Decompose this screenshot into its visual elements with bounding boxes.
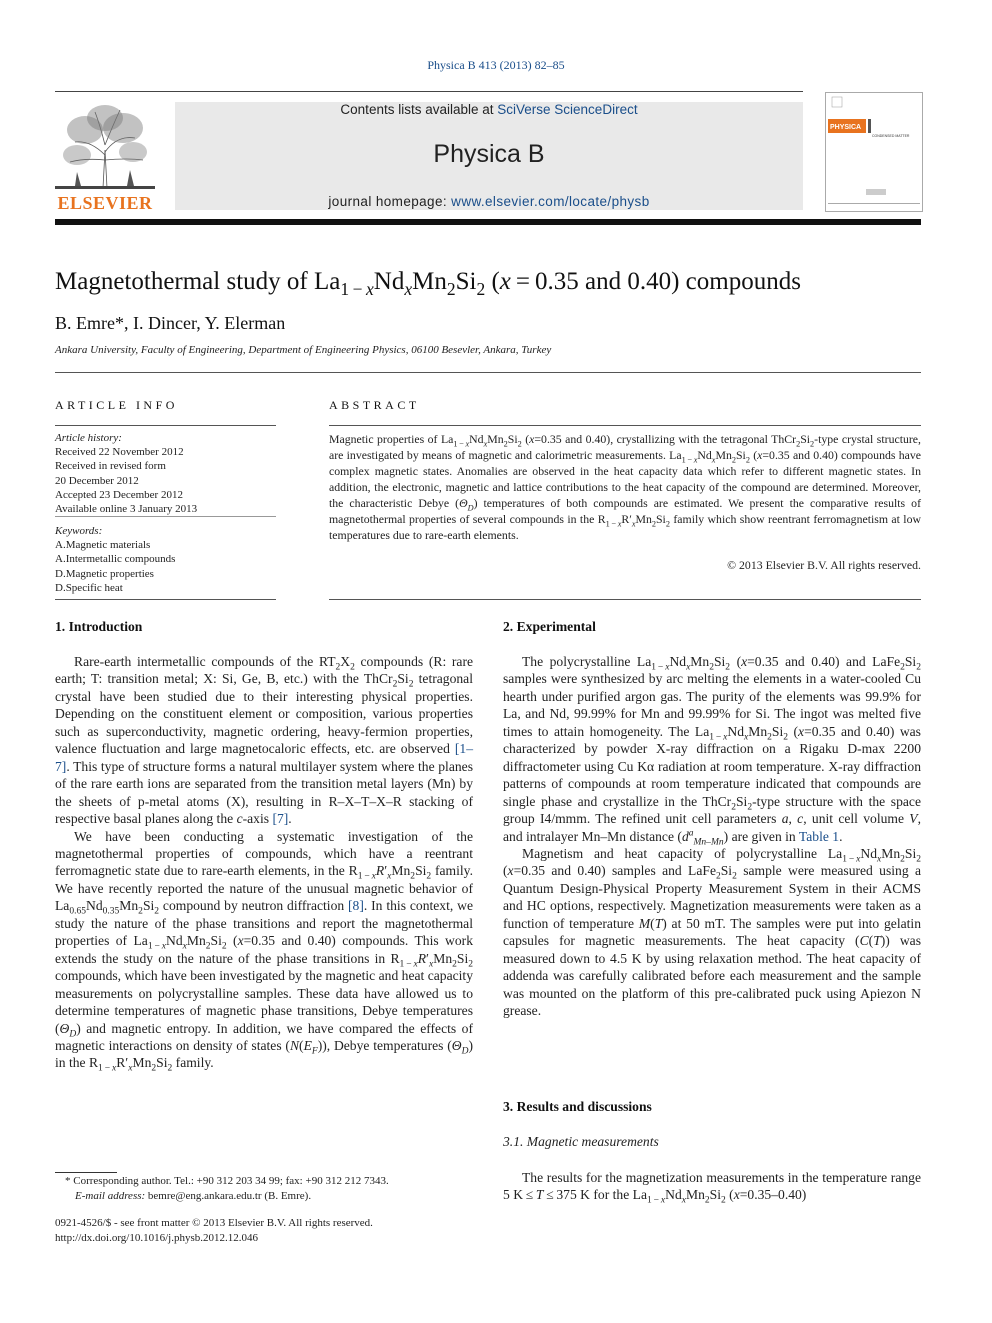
subsection-heading: 3.1. Magnetic measurements (503, 1134, 659, 1149)
results-paragraph-1: The results for the magnetization measurements in the temperature range 5 K ≤ T ≤ 375 K for the $La_{1 - x}Nd_xMn_2Si_2$ (x=0.35–0.40) (503, 1170, 921, 1207)
history-item: 20 December 2012 (55, 474, 139, 487)
author-list: B. Emre*, I. Dincer, Y. Elerman (55, 313, 286, 333)
article-title: Magnetothermal study of $La_{1 - x}Nd_xMn_2Si_2$ (x = 0.35 and 0.40) compounds (55, 268, 801, 299)
email-address[interactable]: bemre@eng.ankara.edu.tr (B. Emre). (145, 1189, 312, 1202)
table-link[interactable]: Table 1 (798, 828, 840, 844)
keyword: A.Magnetic materials (55, 539, 151, 552)
homepage-prefix: journal homepage: (328, 194, 452, 209)
header-top-rule (55, 91, 803, 92)
introduction-body (55, 653, 473, 1075)
cover-subtitle: CONDENSED MATTER (872, 134, 910, 138)
ref-link[interactable]: [7] (272, 811, 289, 827)
abstract-heading: ABSTRACT (329, 398, 420, 412)
keywords (55, 524, 276, 595)
article-info-rule-mid (55, 516, 276, 517)
introduction-heading: 1. Introduction (55, 619, 143, 634)
doi-link[interactable]: http://dx.doi.org/10.1016/j.physb.2012.12.046 (55, 1231, 259, 1244)
article-info-heading: ARTICLE INFO (55, 398, 178, 412)
experimental-heading: 2. Experimental (503, 619, 596, 634)
results-heading: 3. Results and discussions (503, 1099, 652, 1114)
keyword: A.Intermetallic compounds (55, 553, 176, 566)
elsevier-wordmark: ELSEVIER (57, 193, 153, 213)
email-note (55, 1189, 389, 1204)
issn-line: 0921-4526/$ - see front matter © 2013 Elsevier B.V. All rights reserved. (55, 1217, 373, 1229)
abstract-rule-top (329, 425, 921, 426)
exp-paragraph-1: The polycrystalline $La_{1 - x}Nd_xMn_2Si_2$ (x=0.35 and 0.40) and $LaFe_2Si_2$ samples were synthesized by arc melting the elements in a water-cooled Cu hearth under purified argon gas. The purity of the elements was 99.9% for La, and Nd, 99.99% for Mn and 99.99% for Si. The ingot was melted five times to attain homogeneity. The $La_{1 - x}Nd_xMn_2Si_2$ (x=0.35 and 0.40) was characterized by powder X-ray diffraction on a Rigaku D-max 2200 diffractometer using Cu Kα radiation at room temperature. X-ray diffraction patterns of compounds at room temperature indicated that compounds are single phase and crystallize in the $ThCr_2Si_2$-type structure with the space group I4/mmm. The refined unit cell parameters a, c, unit cell volume V, and intralayer Mn–Mn distance $(d^a_{Mn-Mn})$ are given in Table 1. (503, 654, 922, 848)
footnote-rule (55, 1172, 117, 1173)
history-label: Article history: (55, 432, 122, 444)
ref-link[interactable]: [8] (348, 898, 364, 914)
intro-paragraph-1: Rare-earth intermetallic compounds of the $RT_2X_2$ compounds (R: rare earth; T: transition metal; X: Si, Ge, B, etc.) with the $ThCr_2Si_2$ tetragonal crystal have been studied due to their interesting physical properties. Depending on the constituent element or composition, various properties such as superconductivity, magnetic ordering, heavy-fermion properties, valence fluctuation and large magnetocaloric effects, etc. are observed [1–7]. This type of structure forms a natural multilayer system where the planes of the rare earth ions are separated from the transition metal layers (Mn) by the sheets of p-metal atoms (X), resulting in R–X–T–X–R stacking of respective basal planes along the c-axis [7]. (55, 654, 473, 827)
affiliation-rule (55, 372, 921, 373)
journal-cover-thumbnail[interactable] (825, 92, 923, 212)
abstract-text: Magnetic properties of $La_{1 - x}Nd_xMn_2Si_2$ (x=0.35 and 0.40), crystallizing with the tetragonal $ThCr_2Si_2$-type crystal structure, are investigated by means of magnetic and calorimetric measurements. $La_{1 - x}Nd_xMn_2Si_2$ (x=0.35 and 0.40) compounds have complex magnetic states. Anomalies are observed in the heat capacity data which refer to different magnetic states. In addition, the electronic, magnetic and lattice contributions to the heat capacity of the compound are determined. Moreover, the characteristic Debye $(\Theta_D)$ temperatures of both compounds are estimated. We present the comparative results of magnetothermal properties of several compounds in the $R_{1 - x}R'_xMn_2Si_2$ family which show reentrant ferromagnetism at low temperatures due to rare-earth elements. (329, 432, 921, 542)
sciencedirect-link[interactable]: SciVerse ScienceDirect (497, 102, 638, 117)
keyword: D.Magnetic properties (55, 567, 154, 580)
homepage-line (175, 194, 803, 209)
keyword: D.Specific heat (55, 581, 123, 594)
contents-line (175, 102, 803, 117)
article-info-rule-bottom (55, 599, 276, 600)
cover-title: PHYSICA (830, 124, 862, 131)
intro-paragraph-2: We have been conducting a systematic investigation of the magnetothermal properties of compounds, which have a reentrant ferromagnetic state due to rare-earth elements, in the $R_{1 - x}R'_xMn_2Si_2$ family. We have recently reported the nature of the unusual magnetic behavior of $La_{0.65}Nd_{0.35}Mn_2Si_2$ compound by neutron diffraction [8]. In this context, we study the nature of the phase transitions and report the magnetothermal properties of $La_{1 - x}Nd_xMn_2Si_2$ (x=0.35 and 0.40) compounds. This work extends the study on the nature of the phase transitions in $R_{1 - x}R'_xMn_2Si_2$ compounds, which have been investigated by the magnetic and heat capacity measurements on polycrystalline samples. These data have allowed us to determine temperatures of magnetic phase transitions, Debye temperatures $(\Theta_D)$ and magnetic entropy. In addition, we have compared the effects of magnetic interactions on density of states $(N(E_F))$, Debye temperatures $(\Theta_D)$ in the $R_{1 - x}R'_xMn_2Si_2$ family. (55, 828, 473, 1075)
affiliation: Ankara University, Faculty of Engineering, Department of Engineering Physics, 06100 Besevler, Ankara, Turkey (55, 344, 552, 356)
results-body (503, 1169, 921, 1207)
footer-meta (55, 1216, 373, 1245)
exp-paragraph-2: Magnetism and heat capacity of polycrystalline $La_{1 - x}Nd_xMn_2Si_2$ (x=0.35 and 0.40) samples and $LaFe_2Si_2$ sample were measured using a Quantum Design-Physical Property Measurement System in their ACMS and HC options, respectively. Magnetization measurements were taken as a function of temperature M(T) at 50 mT. The samples were put into gelatin capsules for magnetic measurements. The heat capacity (C(T)) was measured down to 4.5 K by using relaxation method. The heat capacity of addenda was carefully calibrated before each measurement and the sample was mounted on the platform of this pre-calibrated puck using Apiezon N grease. (503, 845, 921, 1019)
abstract-copyright: © 2013 Elsevier B.V. All rights reserved. (727, 558, 921, 572)
homepage-link[interactable]: www.elsevier.com/locate/physb (451, 194, 650, 209)
contents-prefix: Contents lists available at (340, 102, 498, 117)
history-item: Accepted 23 December 2012 (55, 488, 183, 501)
experimental-body (503, 653, 921, 1020)
email-label: E-mail address: (75, 1189, 146, 1202)
header-thick-rule (55, 219, 921, 225)
history-item: Received 22 November 2012 (55, 446, 184, 459)
article-info-rule-top (55, 425, 276, 426)
history-item: Received in revised form (55, 460, 166, 473)
abstract-rule-bottom (329, 599, 921, 600)
journal-citation[interactable]: Physica B 413 (2013) 82–85 (427, 58, 565, 72)
footnotes (55, 1174, 389, 1203)
ref-link[interactable]: [1–7] (55, 741, 473, 774)
corresponding-author-note: * Corresponding author. Tel.: +90 312 203 34 99; fax: +90 312 212 7343. (65, 1175, 389, 1187)
journal-name: Physica B (433, 140, 545, 168)
article-history (55, 431, 276, 516)
keywords-label: Keywords: (55, 525, 103, 537)
history-item: Available online 3 January 2013 (55, 503, 198, 516)
